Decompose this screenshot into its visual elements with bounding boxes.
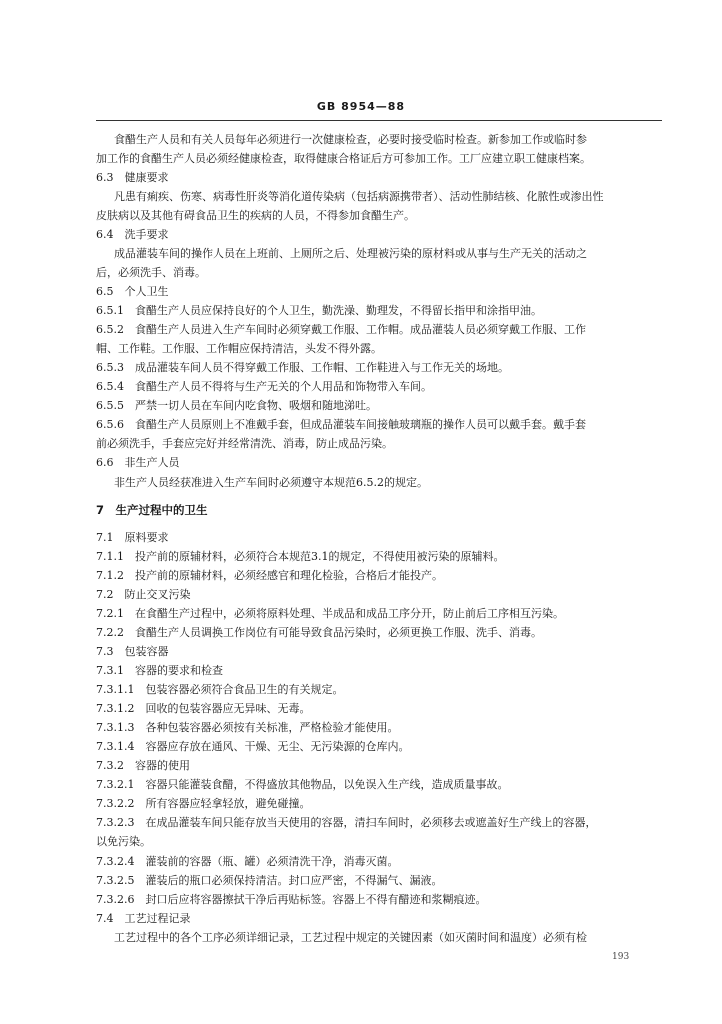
clause-line: 7.2.1 在食醋生产过程中，必须将原料处理、半成品和成品工序分开，防止前后工序相互污染。: [96, 607, 564, 620]
clause-line: 6.5.1 食醋生产人员应保持良好的个人卫生，勤洗澡、勤理发，不得留长指甲和涂指甲油。: [96, 304, 542, 317]
paragraph-line: 食醋生产人员和有关人员每年必须进行一次健康检查，必要时接受临时检查。新参加工作或临时参: [114, 133, 587, 146]
clause-line: 6.5.3 成品灌装车间人员不得穿戴工作服、工作帽、工作鞋进入与工作无关的场地。: [96, 361, 509, 374]
section-heading: 7.1 原料要求: [96, 531, 169, 544]
paragraph-line: 帽、工作鞋。工作服、工作帽应保持清洁，头发不得外露。: [96, 342, 382, 355]
clause-line: 7.3.1.4 容器应存放在通风、干燥、无尘、无污染源的仓库内。: [96, 740, 410, 753]
section-heading: 7.3 包装容器: [96, 645, 169, 658]
clause-line: 7.3.2.5 灌装后的瓶口必须保持清洁。封口应严密，不得漏气、漏液。: [96, 874, 443, 887]
clause-line: 7.3.1.1 包装容器必须符合食品卫生的有关规定。: [96, 683, 344, 696]
header-rule: [96, 120, 662, 121]
paragraph-line: 非生产人员经获准进入生产车间时必须遵守本规范6.5.2的规定。: [114, 476, 428, 489]
paragraph-line: 前必须洗手，手套应完好并经常清洗、消毒，防止成品污染。: [96, 437, 393, 450]
clause-line: 7.1.1 投产前的原辅材料，必须符合本规范3.1的规定，不得使用被污染的原辅料。: [96, 550, 505, 563]
clause-line: 7.3.1.3 各种包装容器必须按有关标准，严格检验才能使用。: [96, 721, 399, 734]
clause-line: 7.3.1 容器的要求和检查: [96, 664, 223, 677]
page-number: 193: [612, 952, 630, 962]
clause-line: 7.3.2.3 在成品灌装车间只能存放当天使用的容器，清扫车间时，必须移去或遮盖好生产线上的容器，: [96, 816, 597, 829]
paragraph-line: 后，必须洗手、消毒。: [96, 266, 206, 279]
standard-number-header: GB 8954—88: [316, 100, 406, 113]
clause-line: 7.3.1.2 回收的包装容器应无异味、无毒。: [96, 702, 311, 715]
chapter-heading: 7 生产过程中的卫生: [96, 503, 208, 517]
section-heading: 7.2 防止交叉污染: [96, 588, 191, 601]
paragraph-line: 凡患有痢疾、伤寒、病毒性肝炎等消化道传染病（包括病源携带者）、活动性肺结核、化脓性或渗出性: [114, 190, 604, 203]
clause-line: 7.3.2.2 所有容器应轻拿轻放，避免碰撞。: [96, 797, 311, 810]
clause-line: 6.5.6 食醋生产人员原则上不准戴手套，但成品灌装车间接触玻璃瓶的操作人员可以戴手套。戴手套: [96, 418, 586, 431]
clause-line: 7.2.2 食醋生产人员调换工作岗位有可能导致食品污染时，必须更换工作服、洗手、消毒。: [96, 626, 542, 639]
paragraph-line: 皮肤病以及其他有碍食品卫生的疾病的人员，不得参加食醋生产。: [96, 209, 415, 222]
paragraph-line: 加工作的食醋生产人员必须经健康检查，取得健康合格证后方可参加工作。工厂应建立职工健康档案。: [96, 152, 591, 165]
clause-line: 6.5.4 食醋生产人员不得将与生产无关的个人用品和饰物带入车间。: [96, 380, 432, 393]
clause-line: 7.3.2.6 封口后应将容器擦拭干净后再贴标签。容器上不得有醋迹和浆糊痕迹。: [96, 893, 487, 906]
section-heading: 6.3 健康要求: [96, 171, 169, 184]
section-heading: 6.4 洗手要求: [96, 228, 169, 241]
clause-line: 7.1.2 投产前的原辅材料，必须经感官和理化检验，合格后才能投产。: [96, 569, 443, 582]
section-heading: 6.5 个人卫生: [96, 285, 169, 298]
section-heading: 6.6 非生产人员: [96, 456, 180, 469]
clause-line: 6.5.2 食醋生产人员进入生产车间时必须穿戴工作服、工作帽。成品灌装人员必须穿戴工作服、工作: [96, 323, 586, 336]
clause-line: 6.5.5 严禁一切人员在车间内吃食物、吸烟和随地涕吐。: [96, 399, 377, 412]
paragraph-line: 工艺过程中的各个工序必须详细记录，工艺过程中规定的关键因素（如灭菌时间和温度）必须有检: [114, 931, 587, 944]
paragraph-line: 成品灌装车间的操作人员在上班前、上厕所之后、处理被污染的原材料或从事与生产无关的活动之: [114, 247, 587, 260]
paragraph-line: 以免污染。: [96, 835, 151, 848]
clause-line: 7.3.2.1 容器只能灌装食醋，不得盛放其他物品，以免误入生产线，造成质量事故。: [96, 778, 509, 791]
clause-line: 7.3.2.4 灌装前的容器（瓶、罐）必须清洗干净，消毒灭菌。: [96, 855, 399, 868]
clause-line: 7.3.2 容器的使用: [96, 759, 190, 772]
section-heading: 7.4 工艺过程记录: [96, 912, 191, 925]
